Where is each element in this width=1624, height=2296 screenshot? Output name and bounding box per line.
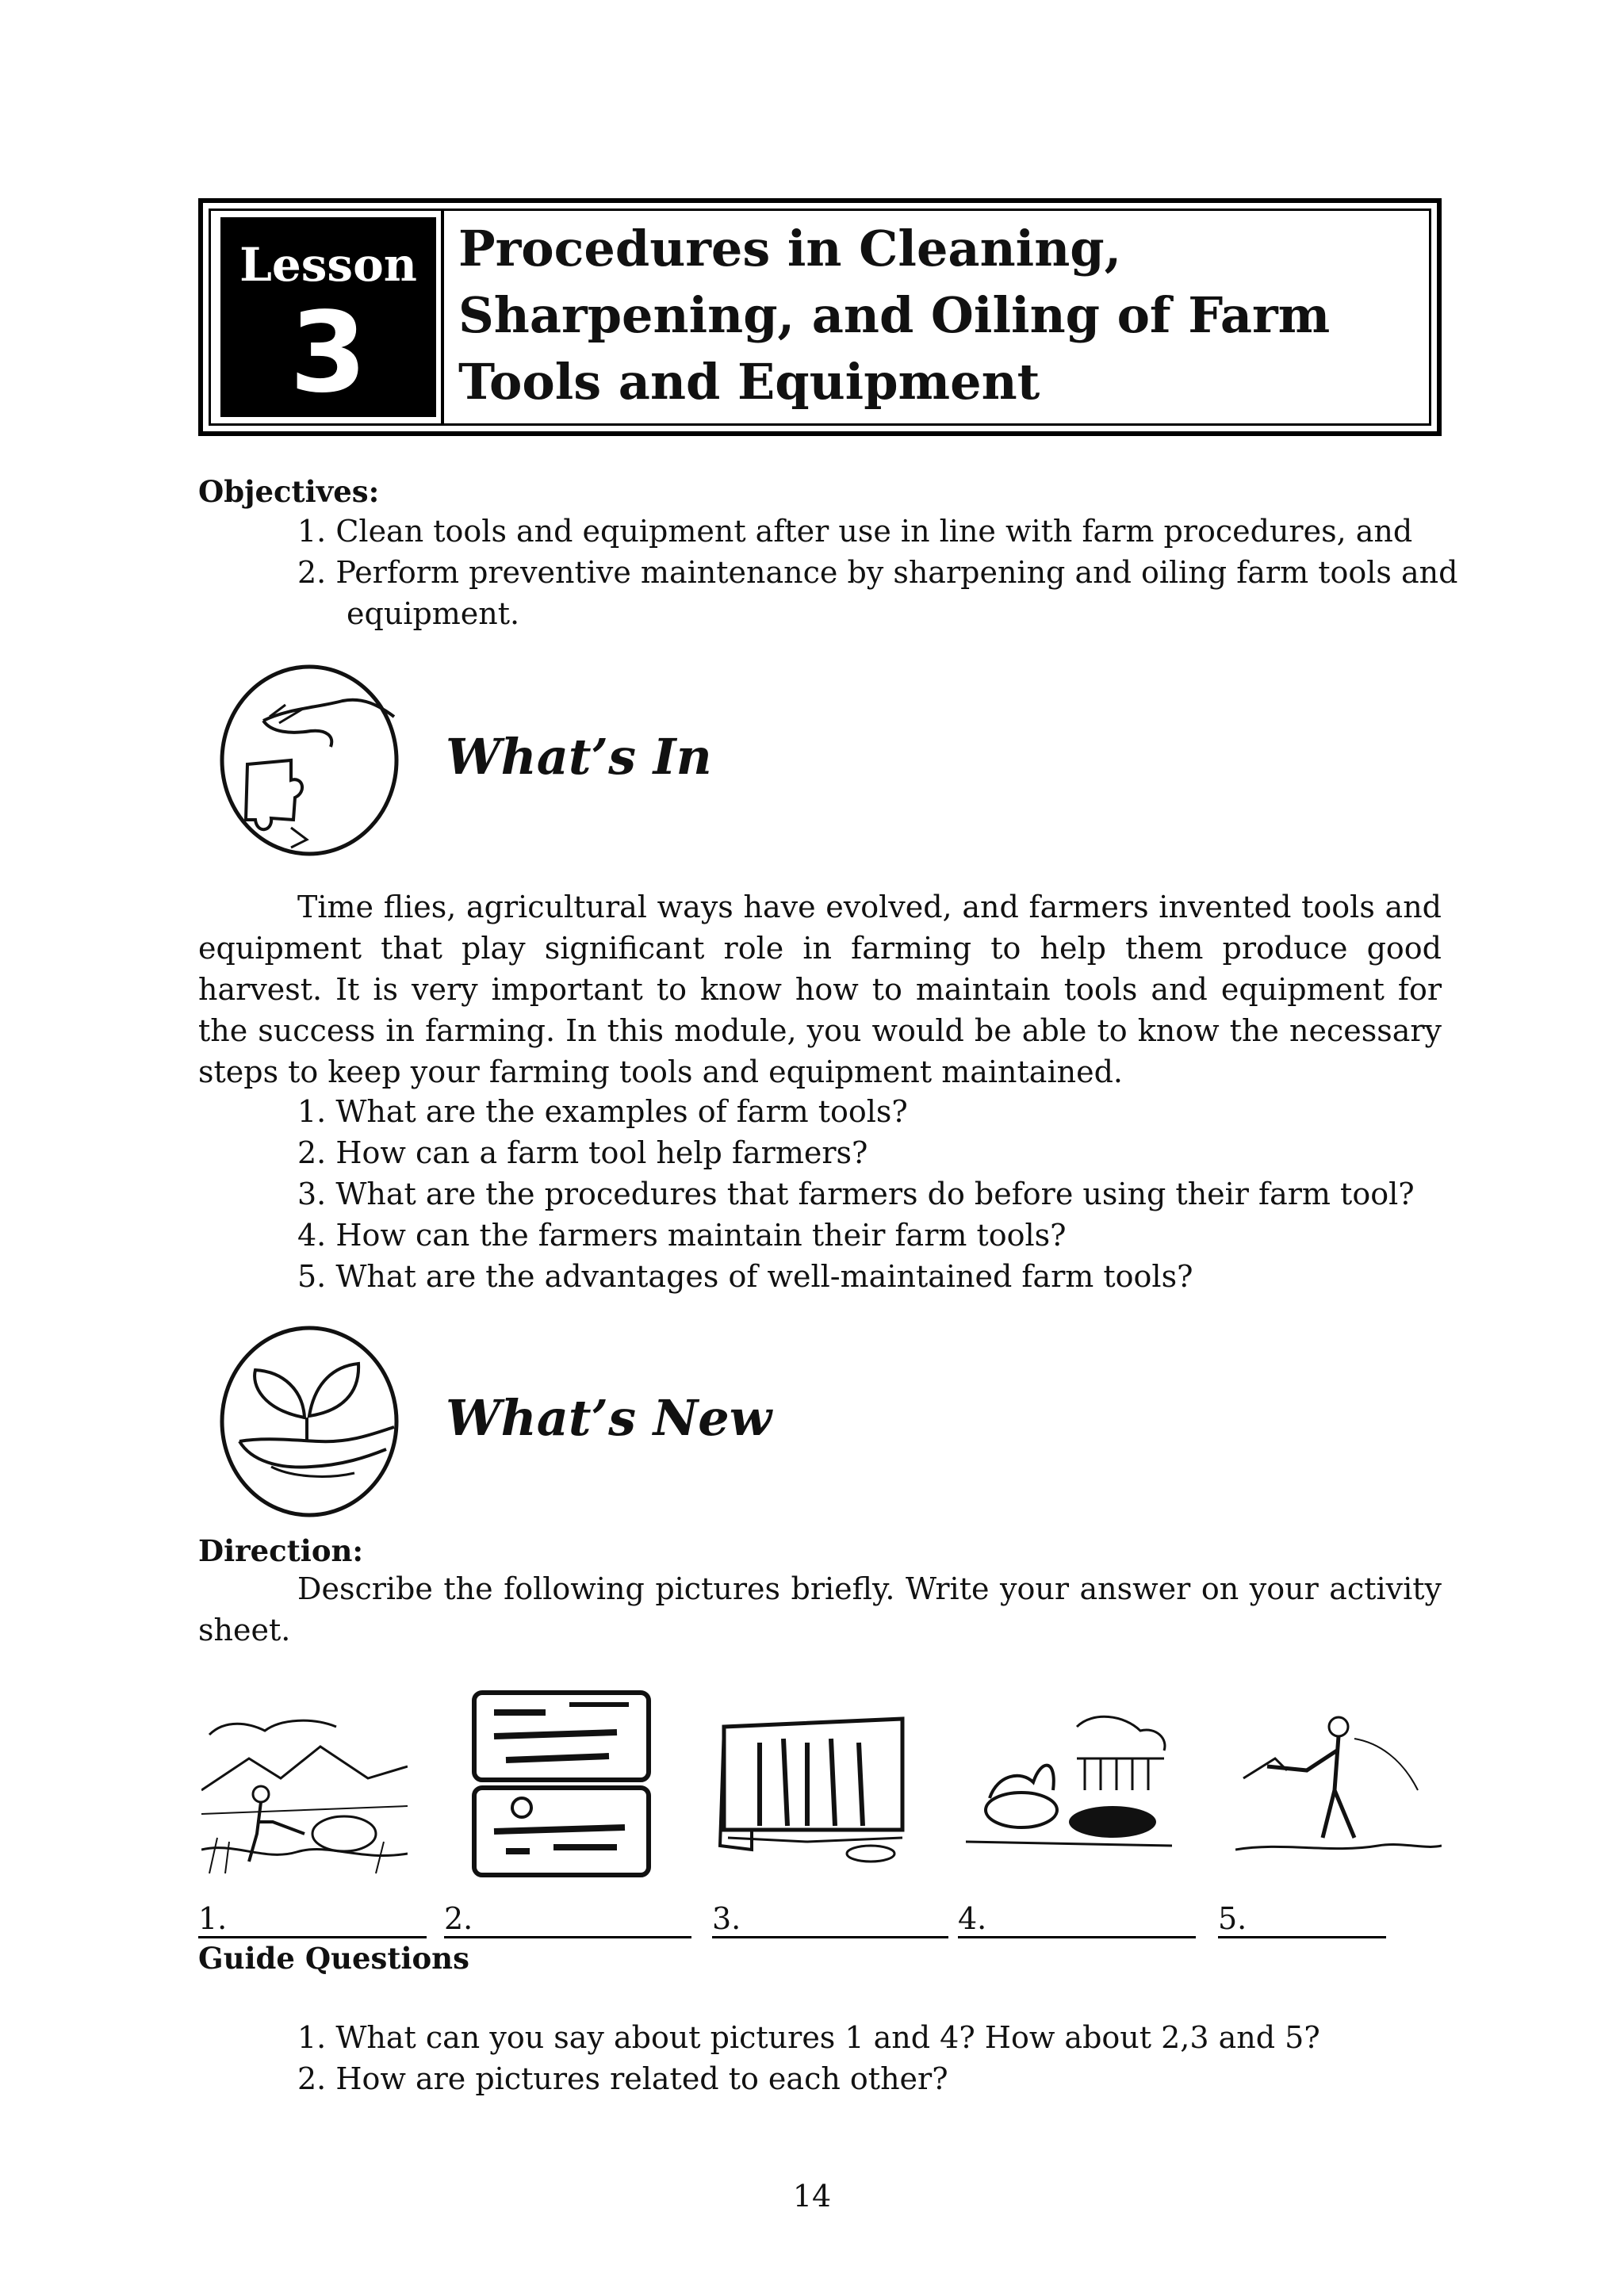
lesson-divider <box>441 211 444 425</box>
blank-label-5: 5. <box>1218 1901 1247 1936</box>
answer-blank-2[interactable] <box>444 1936 691 1938</box>
whats-in-questions <box>297 1091 1415 1297</box>
page-number: 14 <box>792 2179 832 2214</box>
list-item: 1. What are the examples of farm tools? <box>297 1094 908 1129</box>
list-item: 4. How can the farmers maintain their farm tools? <box>297 1218 1067 1253</box>
guide-questions-heading: Guide Questions <box>198 1941 469 1976</box>
objective-item-2-cont: equipment. <box>347 596 520 631</box>
objective-item-1: 1. Clean tools and equipment after use in line with farm procedures, and <box>297 514 1413 549</box>
lesson-title: Procedures in Cleaning, Sharpening, and Oiling of Farm Tools and Equipment <box>458 220 1331 411</box>
answer-blank-3[interactable] <box>712 1936 948 1938</box>
lesson-number: 3 <box>289 289 367 418</box>
blank-label-1: 1. <box>198 1901 228 1936</box>
tool-shed-picture <box>712 1711 918 1885</box>
list-item: 1. What can you say about pictures 1 and 4? How about 2,3 and 5? <box>297 2020 1320 2055</box>
plant-in-hand-icon <box>216 1322 403 1521</box>
farmer-digging-picture <box>1235 1703 1442 1877</box>
objectives-heading: Objectives: <box>198 474 380 509</box>
lesson-label: Lesson <box>239 238 417 292</box>
guide-questions-list <box>297 2017 1320 2099</box>
direction-heading: Direction: <box>198 1533 364 1568</box>
answer-blank-1[interactable] <box>198 1936 427 1938</box>
lesson-header-box <box>198 198 1442 436</box>
puzzle-hand-icon <box>216 661 403 859</box>
farmer-plowing-picture <box>201 1703 408 1877</box>
list-item: 5. What are the advantages of well-maintained farm tools? <box>297 1259 1193 1294</box>
blank-label-3: 3. <box>712 1901 741 1936</box>
blank-label-2: 2. <box>444 1901 473 1936</box>
blank-label-4: 4. <box>958 1901 987 1936</box>
objective-item-2: 2. Perform preventive maintenance by sharpening and oiling farm tools and <box>297 555 1458 590</box>
list-item: 3. What are the procedures that farmers do before using their farm tool? <box>297 1177 1415 1211</box>
lesson-badge <box>220 217 436 417</box>
whats-new-title: What’s New <box>446 1389 772 1447</box>
answer-blank-5[interactable] <box>1218 1936 1386 1938</box>
list-item: 2. How can a farm tool help farmers? <box>297 1135 868 1170</box>
garden-tools-picture <box>966 1703 1172 1877</box>
direction-text: Describe the following pictures briefly. Write your answer on your activity sheet. <box>198 1571 1442 1647</box>
toolbox-picture <box>458 1689 665 1881</box>
answer-blank-4[interactable] <box>958 1936 1196 1938</box>
list-item: 2. How are pictures related to each other? <box>297 2061 948 2096</box>
whats-in-paragraph: Time flies, agricultural ways have evolved, and farmers invented tools and equipment that play significant role in farming to help them produce good harvest. It is very important to know how to maintain tools and equipment for the success in farming. In this module, you would be able to know the necessary steps to keep your farming tools and equipment maintained. <box>198 890 1442 1089</box>
whats-in-title: What’s In <box>446 728 712 786</box>
